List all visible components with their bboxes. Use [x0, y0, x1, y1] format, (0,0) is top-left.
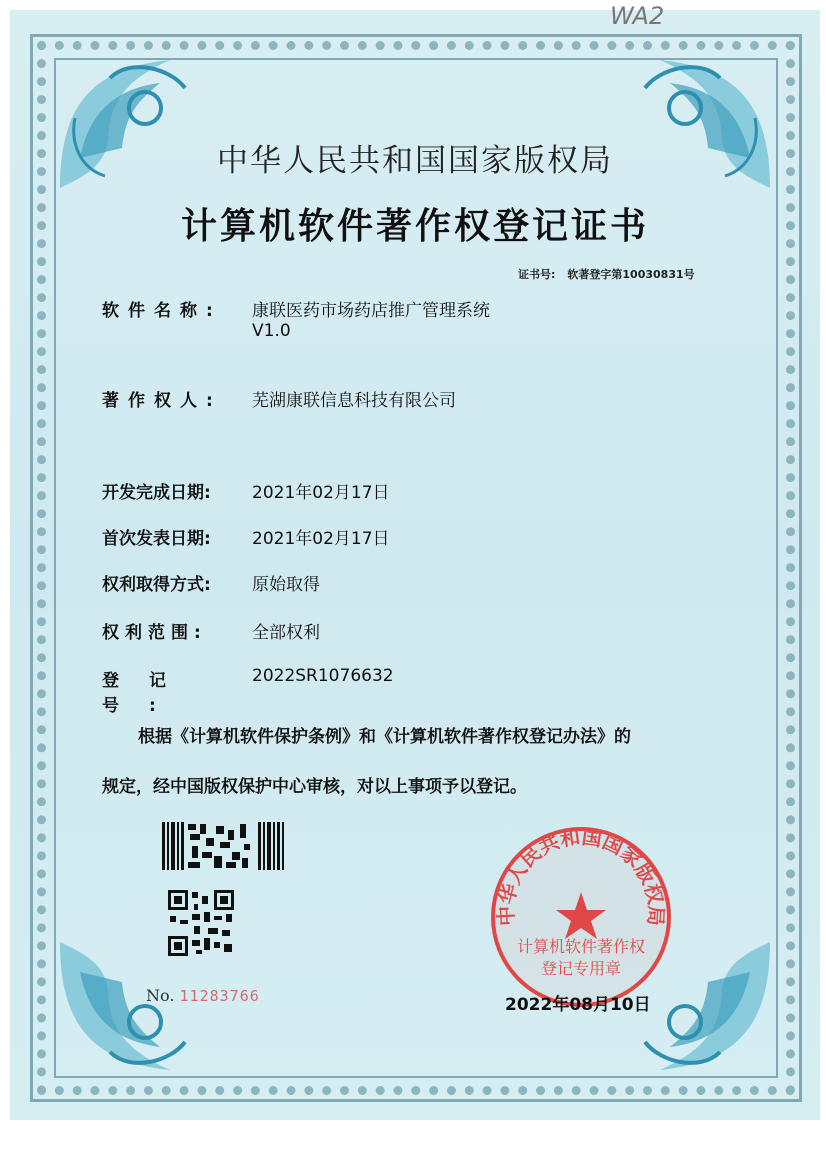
issuer-title: 中华人民共和国国家版权局 — [217, 143, 613, 179]
publication-date-value: 2021年02月17日 — [252, 529, 390, 549]
seal-arc-text: 中华人民共和国国家版权局 — [493, 824, 669, 927]
certificate-sheet — [10, 2, 820, 1120]
scope-of-rights-label: 权利范围: — [102, 623, 207, 643]
serial-number-value: 11283766 — [179, 987, 260, 1005]
handwritten-note: WA2 — [610, 2, 665, 30]
copyright-holder-label: 著作权人: — [102, 391, 222, 411]
software-name-label: 软件名称: — [102, 301, 222, 321]
field-publication-date — [102, 524, 390, 549]
barcode-icon — [162, 822, 286, 870]
development-date-label: 开发完成日期: — [102, 483, 211, 503]
legal-text-line1: 根据《计算机软件保护条例》和《计算机软件著作权登记办法》的 — [138, 727, 631, 747]
certificate-number — [518, 266, 707, 282]
legal-text-line2: 规定，经中国版权保护中心审核，对以上事项予以登记。 — [102, 777, 527, 797]
field-copyright-holder — [102, 386, 456, 411]
seal-line1: 计算机软件著作权 — [516, 937, 646, 956]
acquisition-method-value: 原始取得 — [252, 575, 320, 595]
field-registration-number — [102, 666, 394, 716]
field-development-date — [102, 478, 390, 503]
seal-line2: 登记专用章 — [540, 959, 622, 978]
qr-code-icon — [168, 890, 234, 956]
official-seal-icon — [486, 822, 676, 1012]
field-software-name — [102, 296, 490, 341]
certificate-title: 计算机软件著作权登记证书 — [180, 206, 649, 247]
issue-date: 2022年08月10日 — [505, 995, 651, 1015]
serial-number — [146, 986, 260, 1005]
copyright-holder-value: 芜湖康联信息科技有限公司 — [252, 391, 456, 411]
serial-prefix: No. — [146, 986, 175, 1005]
software-version: V1.0 — [252, 321, 291, 341]
registration-number-value: 2022SR1076632 — [252, 666, 394, 686]
scope-of-rights-value: 全部权利 — [252, 623, 320, 643]
software-name-value: 康联医药市场药店推广管理系统 — [252, 301, 490, 321]
acquisition-method-label: 权利取得方式: — [102, 575, 211, 595]
registration-number-label: 登记号: — [102, 671, 196, 716]
publication-date-label: 首次发表日期: — [102, 529, 211, 549]
certificate-number-label: 证书号: — [518, 268, 556, 281]
development-date-value: 2021年02月17日 — [252, 483, 390, 503]
field-scope-of-rights — [102, 618, 320, 643]
certificate-number-value: 软著登字第10030831号 — [567, 268, 695, 281]
field-acquisition-method — [102, 570, 320, 595]
